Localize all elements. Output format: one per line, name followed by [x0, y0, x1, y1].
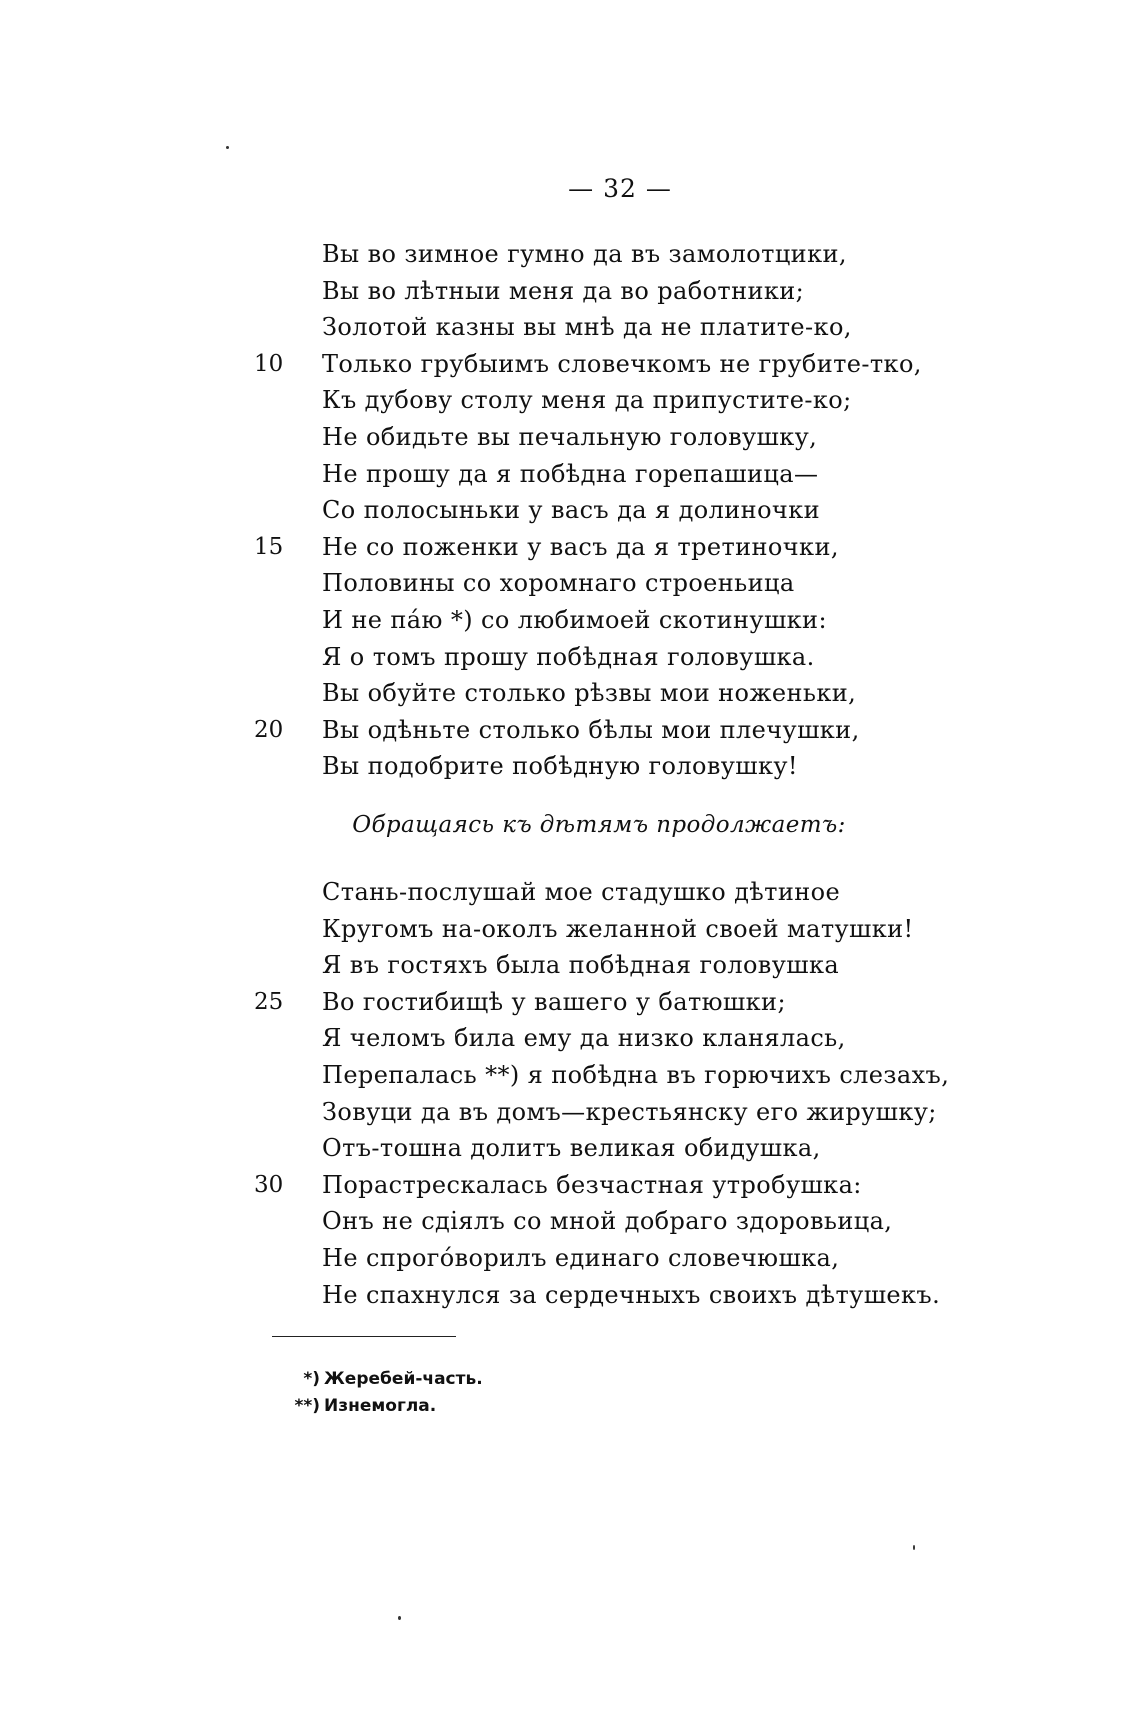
- line-text: И не пáю *) со любимоей скотинушки:: [322, 605, 827, 634]
- verse-line: [0, 947, 1140, 984]
- verse-line: [0, 1020, 1140, 1057]
- line-number: 30: [254, 1171, 284, 1198]
- line-text: Вы обуйте столько рѣзвы мои ноженьки,: [322, 679, 857, 708]
- line-text: Перепалась **) я побѣдна въ горючихъ слезахъ,: [322, 1060, 950, 1089]
- line-number: 15: [254, 533, 284, 560]
- verse-line: [0, 1130, 1140, 1167]
- verse-line: [0, 1240, 1140, 1277]
- line-text: Не спрого́ворилъ единаго словечюшка,: [322, 1243, 840, 1272]
- line-text: Я челомъ била ему да низко кланялась,: [322, 1024, 846, 1053]
- verse-line: [0, 273, 1140, 310]
- verse-line: [0, 419, 1140, 456]
- line-text: Вы подобрите побѣдную головушку!: [322, 752, 798, 781]
- stage-direction: Обращаясь къ дѣтямъ продолжаетъ:: [352, 812, 846, 838]
- verse-block-1: [0, 236, 1140, 785]
- line-number: 25: [254, 988, 284, 1015]
- line-text: Не прошу да я побѣдна горепашица—: [322, 459, 819, 488]
- scan-speck: [226, 146, 229, 149]
- verse-line: [0, 748, 1140, 785]
- line-text: Золотой казны вы мнѣ да не платите-ко,: [322, 313, 852, 342]
- line-text: Вы одѣньте столько бѣлы мои плечушки,: [322, 715, 860, 744]
- line-text: Кругомъ на-околъ желанной своей матушки!: [322, 914, 914, 943]
- line-text: Не со поженки у васъ да я третиночки,: [322, 532, 839, 561]
- line-text: Онъ не сдіялъ со мной добраго здоровьица,: [322, 1207, 893, 1236]
- line-text: Не спахнулся за сердечныхъ своихъ дѣтушекъ.: [322, 1280, 941, 1309]
- line-text: Я о томъ прошу побѣдная головушка.: [322, 642, 815, 671]
- footnote-mark: **): [294, 1396, 320, 1416]
- line-text: Я въ гостяхъ была побѣдная головушка: [322, 951, 840, 980]
- verse-block-2: [0, 874, 1140, 1313]
- verse-line: [0, 1057, 1140, 1094]
- line-text: Половины со хоромнаго строеньица: [322, 569, 795, 598]
- verse-line: [0, 874, 1140, 911]
- line-text: Зовуци да въ домъ—крестьянску его жирушку;: [322, 1097, 937, 1126]
- verse-line: [0, 712, 1140, 749]
- verse-line: [0, 1167, 1140, 1204]
- verse-line: [0, 1277, 1140, 1314]
- verse-line: [0, 529, 1140, 566]
- verse-line: [0, 382, 1140, 419]
- verse-line: [0, 346, 1140, 383]
- footnote-1: [286, 1366, 483, 1393]
- page-number: — 32 —: [568, 174, 672, 203]
- footnote-text: Жеребей-часть.: [324, 1369, 483, 1389]
- line-number: 20: [254, 716, 284, 743]
- line-text: Порастрескалась безчастная утробушка:: [322, 1170, 862, 1199]
- scan-speck: [913, 1545, 915, 1550]
- line-text: Не обидьте вы печальную головушку,: [322, 422, 818, 451]
- scan-speck: [398, 1616, 401, 1620]
- footnote-2: [286, 1393, 483, 1420]
- verse-line: [0, 309, 1140, 346]
- verse-line: [0, 236, 1140, 273]
- line-text: Стань-послушай мое стадушко дѣтиное: [322, 878, 841, 906]
- verse-line: [0, 675, 1140, 712]
- line-text: Только грубыимъ словечкомъ не грубите-тко,: [322, 349, 922, 378]
- verse-line: [0, 639, 1140, 676]
- verse-line: [0, 911, 1140, 948]
- line-text: Вы во зимное гумно да въ замолотцики,: [322, 240, 847, 268]
- footnote-divider: [272, 1336, 456, 1337]
- line-text: Къ дубову столу меня да припустите-ко;: [322, 386, 852, 415]
- footnote-text: Изнемогла.: [324, 1396, 437, 1416]
- verse-line: [0, 1094, 1140, 1131]
- verse-line: [0, 602, 1140, 639]
- line-text: Во гостибищѣ у вашего у батюшки;: [322, 987, 786, 1016]
- verse-line: [0, 1203, 1140, 1240]
- verse-line: [0, 492, 1140, 529]
- line-text: Со полосыньки у васъ да я долиночки: [322, 496, 820, 525]
- line-number: 10: [254, 350, 284, 377]
- verse-line: [0, 565, 1140, 602]
- footnotes: [286, 1366, 483, 1420]
- verse-line: [0, 984, 1140, 1021]
- footnote-mark: *): [303, 1369, 320, 1389]
- line-text: Отъ-тошна долитъ великая обидушка,: [322, 1134, 821, 1163]
- line-text: Вы во лѣтныи меня да во работники;: [322, 276, 805, 305]
- verse-line: [0, 456, 1140, 493]
